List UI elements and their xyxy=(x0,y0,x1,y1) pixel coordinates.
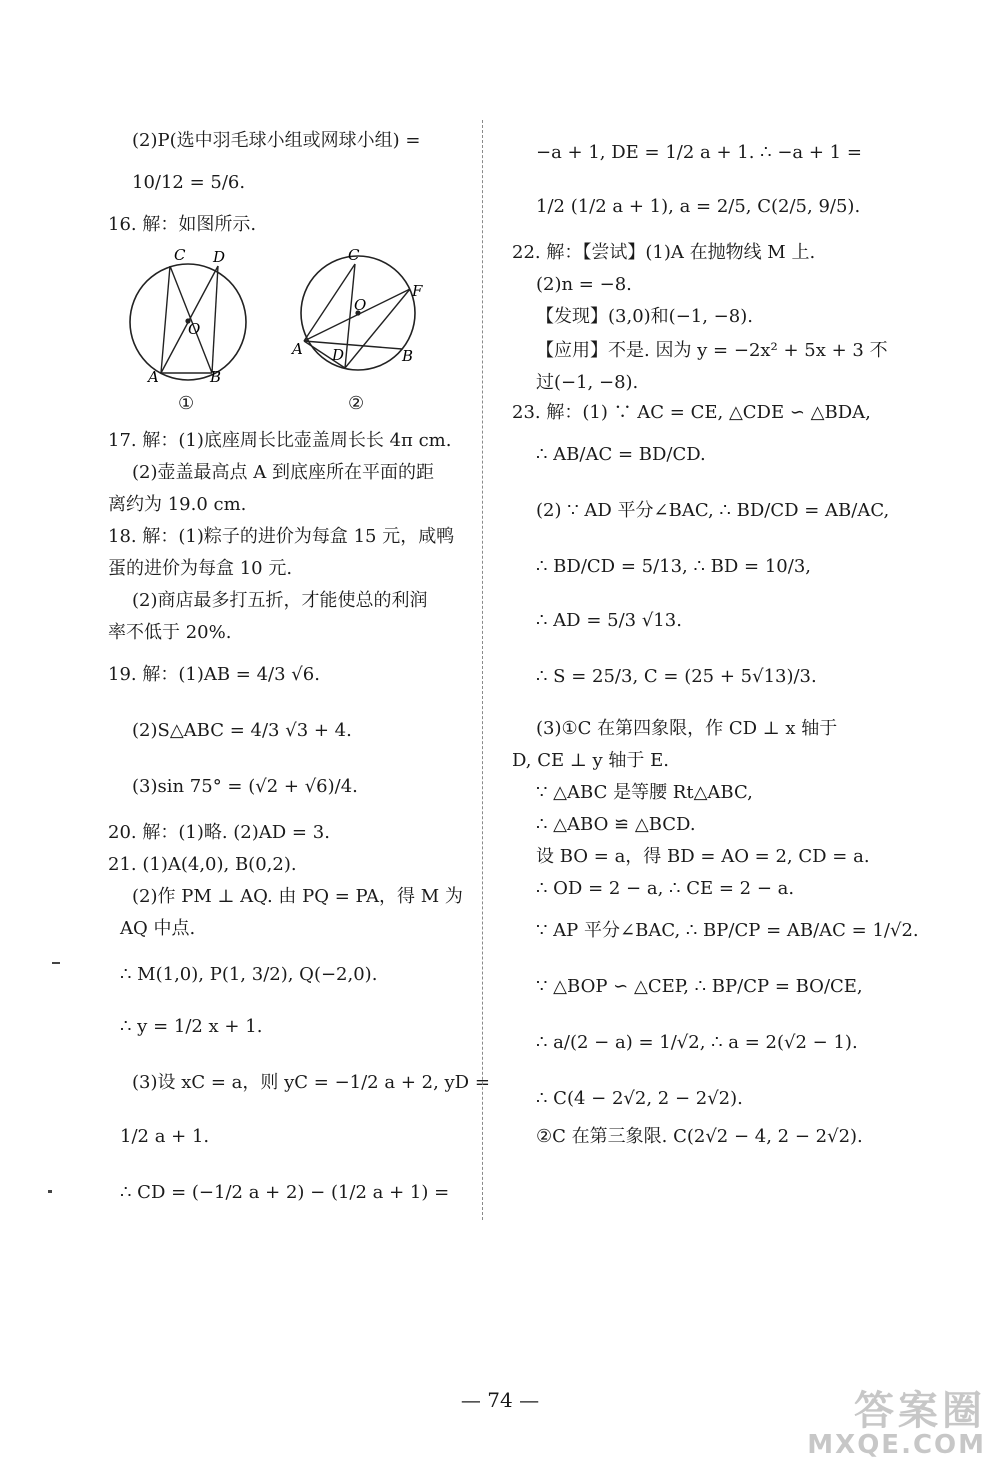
answer-23-line1: 23. 解：(1) ∵ AC = CE, △CDE ∽ △BDA, xyxy=(512,402,871,423)
answer-21-2-line2: AQ 中点. xyxy=(120,918,196,939)
answer-19-3: (3)sin 75° = (√2 + √6)/4. xyxy=(132,776,358,797)
answer-23-line16: ∴ C(4 − 2√2, 2 − 2√2). xyxy=(536,1088,743,1109)
answer-21-3-line1: (3)设 xC = a，则 yC = −1/2 a + 2, yD = xyxy=(132,1072,490,1093)
answer-16-heading: 16. 解：如图所示. xyxy=(108,214,257,235)
answer-19-2: (2)S△ABC = 4/3 √3 + 4. xyxy=(132,720,352,741)
fig1-label-c: C xyxy=(174,246,186,264)
answer-17-line1: 17. 解：(1)底座周长比壶盖周长长 4π cm. xyxy=(108,430,452,451)
answer-18-line2: 蛋的进价为每盒 10 元. xyxy=(108,558,293,579)
answer-23-line12: ∴ OD = 2 − a, ∴ CE = 2 − a. xyxy=(536,878,795,899)
fig2-label-c: C xyxy=(348,246,360,264)
answer-23-line15: ∴ a/(2 − a) = 1/√2, ∴ a = 2(√2 − 1). xyxy=(536,1032,858,1053)
fig1-label-b: B xyxy=(210,368,222,386)
fig2-label-a: A xyxy=(292,340,303,358)
figure-2-caption: ② xyxy=(348,393,365,414)
margin-mark-1 xyxy=(52,962,60,964)
answer-21-2-line4: ∴ y = 1/2 x + 1. xyxy=(120,1016,263,1037)
fig1-label-a: A xyxy=(148,368,159,386)
answer-23-line8: D, CE ⊥ y 轴于 E. xyxy=(512,750,669,771)
answer-17-line3: 离约为 19.0 cm. xyxy=(108,494,247,515)
answer-23-line13: ∵ AP 平分∠BAC, ∴ BP/CP = AB/AC = 1/√2. xyxy=(536,920,919,941)
watermark-logo xyxy=(807,1388,986,1461)
answer-23-line9: ∵ △ABC 是等腰 Rt△ABC, xyxy=(536,782,753,803)
answer-23-line17: ②C 在第三象限. C(2√2 − 4, 2 − 2√2). xyxy=(536,1126,863,1147)
answer-18-line3: (2)商店最多打五折，才能使总的利润 xyxy=(132,590,428,611)
answer-22-line2: (2)n = −8. xyxy=(536,274,632,295)
page-number: — 74 — xyxy=(460,1388,540,1412)
answer-22-line3: 【发现】(3,0)和(−1, −8). xyxy=(536,306,753,327)
answer-23-line7: (3)①C 在第四象限，作 CD ⊥ x 轴于 xyxy=(536,718,838,739)
circle-figure-2 xyxy=(290,246,440,396)
answer-21-2-line3: ∴ M(1,0), P(1, 3/2), Q(−2,0). xyxy=(120,964,378,985)
answer-23-line4: ∴ BD/CD = 5/13, ∴ BD = 10/3, xyxy=(536,556,811,577)
answer-21-cont-line2: 1/2 (1/2 a + 1), a = 2/5, C(2/5, 9/5). xyxy=(536,196,861,217)
answer-15-2-line1: (2)P(选中羽毛球小组或网球小组) = xyxy=(132,130,421,151)
answer-23-line2: ∴ AB/AC = BD/CD. xyxy=(536,444,706,465)
answer-18-line4: 率不低于 20%. xyxy=(108,622,232,643)
answer-15-2-line2: 10/12 = 5/6. xyxy=(132,172,246,193)
answer-23-line14: ∵ △BOP ∽ △CEP, ∴ BP/CP = BO/CE, xyxy=(536,976,863,997)
answer-22-line5: 过(−1, −8). xyxy=(536,372,639,393)
answer-21-cont-line1: −a + 1, DE = 1/2 a + 1. ∴ −a + 1 = xyxy=(536,142,862,163)
watermark-title: 答案圈 xyxy=(854,1388,986,1435)
answer-23-line6: ∴ S = 25/3, C = (25 + 5√13)/3. xyxy=(536,666,817,687)
answer-21-2-line1: (2)作 PM ⊥ AQ. 由 PQ = PA，得 M 为 xyxy=(132,886,463,907)
answer-19-1: 19. 解：(1)AB = 4/3 √6. xyxy=(108,664,320,685)
watermark-url: MXQE.COM xyxy=(807,1430,986,1461)
answer-21-3-line2: 1/2 a + 1. xyxy=(120,1126,210,1147)
circle-figure-1 xyxy=(118,242,288,402)
answer-21-3-line3: ∴ CD = (−1/2 a + 2) − (1/2 a + 1) = xyxy=(120,1182,450,1203)
answer-23-line3: (2) ∵ AD 平分∠BAC, ∴ BD/CD = AB/AC, xyxy=(536,500,890,521)
answer-23-line10: ∴ △ABO ≌ △BCD. xyxy=(536,814,696,835)
answer-22-line4: 【应用】不是. 因为 y = −2x² + 5x + 3 不 xyxy=(536,340,888,361)
answer-22-line1: 22. 解：【尝试】(1)A 在抛物线 M 上. xyxy=(512,242,816,263)
margin-mark-2 xyxy=(48,1190,52,1193)
fig2-label-o: O xyxy=(354,296,367,314)
answer-18-line1: 18. 解：(1)粽子的进价为每盒 15 元，咸鸭 xyxy=(108,526,455,547)
answer-21-1: 21. (1)A(4,0), B(0,2). xyxy=(108,854,297,875)
answer-23-line5: ∴ AD = 5/3 √13. xyxy=(536,610,682,631)
fig1-label-d: D xyxy=(213,248,226,266)
figure-1-caption: ① xyxy=(178,393,195,414)
column-divider xyxy=(482,120,483,1220)
fig2-label-d: D xyxy=(332,346,345,364)
fig1-label-o: O xyxy=(188,320,201,338)
fig2-label-b: B xyxy=(402,347,414,365)
answer-23-line11: 设 BO = a，得 BD = AO = 2, CD = a. xyxy=(536,846,870,867)
fig2-label-f: F xyxy=(412,282,423,300)
answer-17-line2: (2)壶盖最高点 A 到底座所在平面的距 xyxy=(132,462,434,483)
answer-20: 20. 解：(1)略. (2)AD = 3. xyxy=(108,822,330,843)
